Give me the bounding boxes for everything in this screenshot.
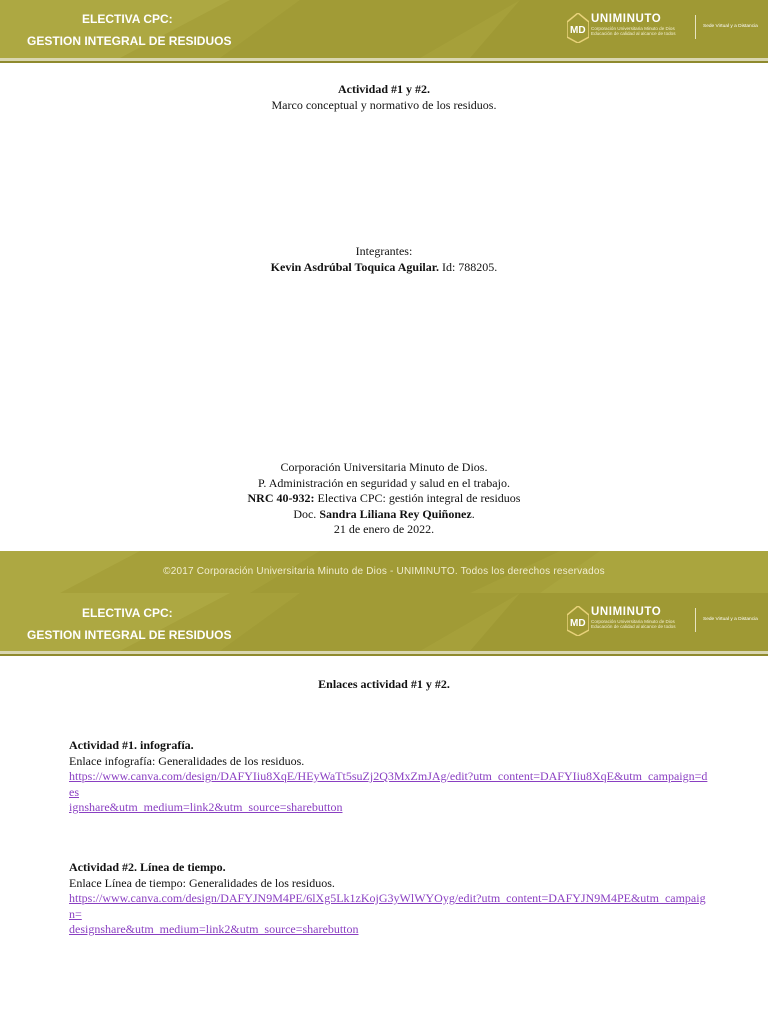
cover-date: 21 de enero de 2022.	[333, 522, 435, 536]
doc-name: Sandra Liliana Rey Quiñonez	[319, 506, 472, 521]
logo-sede: Sede Virtual y a Distancia	[703, 24, 758, 29]
cover-subtitle: Marco conceptual y normativo de los residuos.	[271, 97, 497, 112]
activity2-description: Enlace Línea de tiempo: Generalidades de los residuos.	[69, 875, 335, 890]
uniminuto-emblem-icon	[567, 606, 589, 636]
nrc-label: NRC 40-932:	[247, 491, 315, 505]
members-label: Integrantes:	[355, 244, 413, 258]
svg-text:MD: MD	[570, 25, 586, 36]
cover-title: Actividad #1 y #2.	[337, 82, 430, 96]
institution-block	[0, 460, 768, 538]
logo-sede: Sede Virtual y a Distancia	[703, 617, 758, 622]
logo-tagline-1: Corporación Universitaria Minuto de Dios	[591, 619, 675, 624]
activity2-link-line2: designshare&utm_medium=link2&utm_source=sharebutton	[69, 922, 359, 936]
activity1-link-line2: ignshare&utm_medium=link2&utm_source=sharebutton	[69, 800, 343, 814]
doc-suffix: .	[471, 506, 475, 521]
logo-tagline-1: Corporación Universitaria Minuto de Dios	[591, 26, 675, 31]
activity1-link[interactable]	[69, 769, 707, 814]
footer-copyright: ©2017 Corporación Universitaria Minuto de Dios - UNIMINUTO. Todos los derechos reservados	[163, 566, 605, 577]
member-id: Id: 788205.	[438, 259, 498, 274]
banner-title-line2: GESTION INTEGRAL DE RESIDUOS	[27, 628, 232, 642]
links-title: Enlaces actividad #1 y #2.	[318, 677, 450, 691]
uniminuto-emblem-icon	[567, 13, 589, 43]
cover-title-block	[0, 82, 768, 113]
activity1-section	[69, 738, 709, 816]
activity1-heading: Actividad #1. infografía.	[69, 738, 194, 752]
uniminuto-logo	[567, 606, 762, 636]
activity2-section	[69, 860, 709, 938]
logo-tagline-2: Educación de calidad al alcance de todos	[591, 31, 676, 36]
logo-separator	[695, 608, 696, 632]
logo-separator	[695, 15, 696, 39]
activity2-link-line1: https://www.canva.com/design/DAFYJN9M4PE/6lXg5Lk1zKojG3yWlWYOyg/edit?utm_content=DAFYJN9M4PE&utm_campaign=	[69, 891, 706, 921]
institution-name: Corporación Universitaria Minuto de Dios.	[280, 460, 488, 474]
banner-title-line1: ELECTIVA CPC:	[82, 12, 173, 26]
svg-text:MD: MD	[570, 618, 586, 629]
activity2-link[interactable]	[69, 891, 706, 936]
program-name: P. Administración en seguridad y salud en el trabajo.	[258, 475, 510, 490]
banner-title-line2: GESTION INTEGRAL DE RESIDUOS	[27, 34, 232, 48]
doc-prefix: Doc.	[293, 506, 320, 521]
nrc-course: Electiva CPC: gestión integral de residuos	[314, 491, 521, 505]
activity1-link-line1: https://www.canva.com/design/DAFYIiu8XqE/HEyWaTt5suZj2Q3MxZmJAg/edit?utm_content=DAFYIiu8XqE&utm_campaign=des	[69, 769, 708, 799]
activity2-heading: Actividad #2. Línea de tiempo.	[69, 860, 226, 874]
header-banner-page1	[0, 0, 768, 66]
members-block	[0, 244, 768, 275]
member-name: Kevin Asdrúbal Toquica Aguilar.	[270, 259, 439, 274]
footer-band	[0, 551, 768, 593]
uniminuto-logo	[567, 13, 762, 43]
logo-brand: UNIMINUTO	[591, 13, 662, 25]
logo-brand: UNIMINUTO	[591, 606, 662, 618]
banner-title-line1: ELECTIVA CPC:	[82, 606, 173, 620]
header-banner-page2	[0, 593, 768, 659]
activity1-description: Enlace infografía: Generalidades de los residuos.	[69, 753, 305, 768]
logo-tagline-2: Educación de calidad al alcance de todos	[591, 624, 676, 629]
links-title-block	[0, 677, 768, 693]
